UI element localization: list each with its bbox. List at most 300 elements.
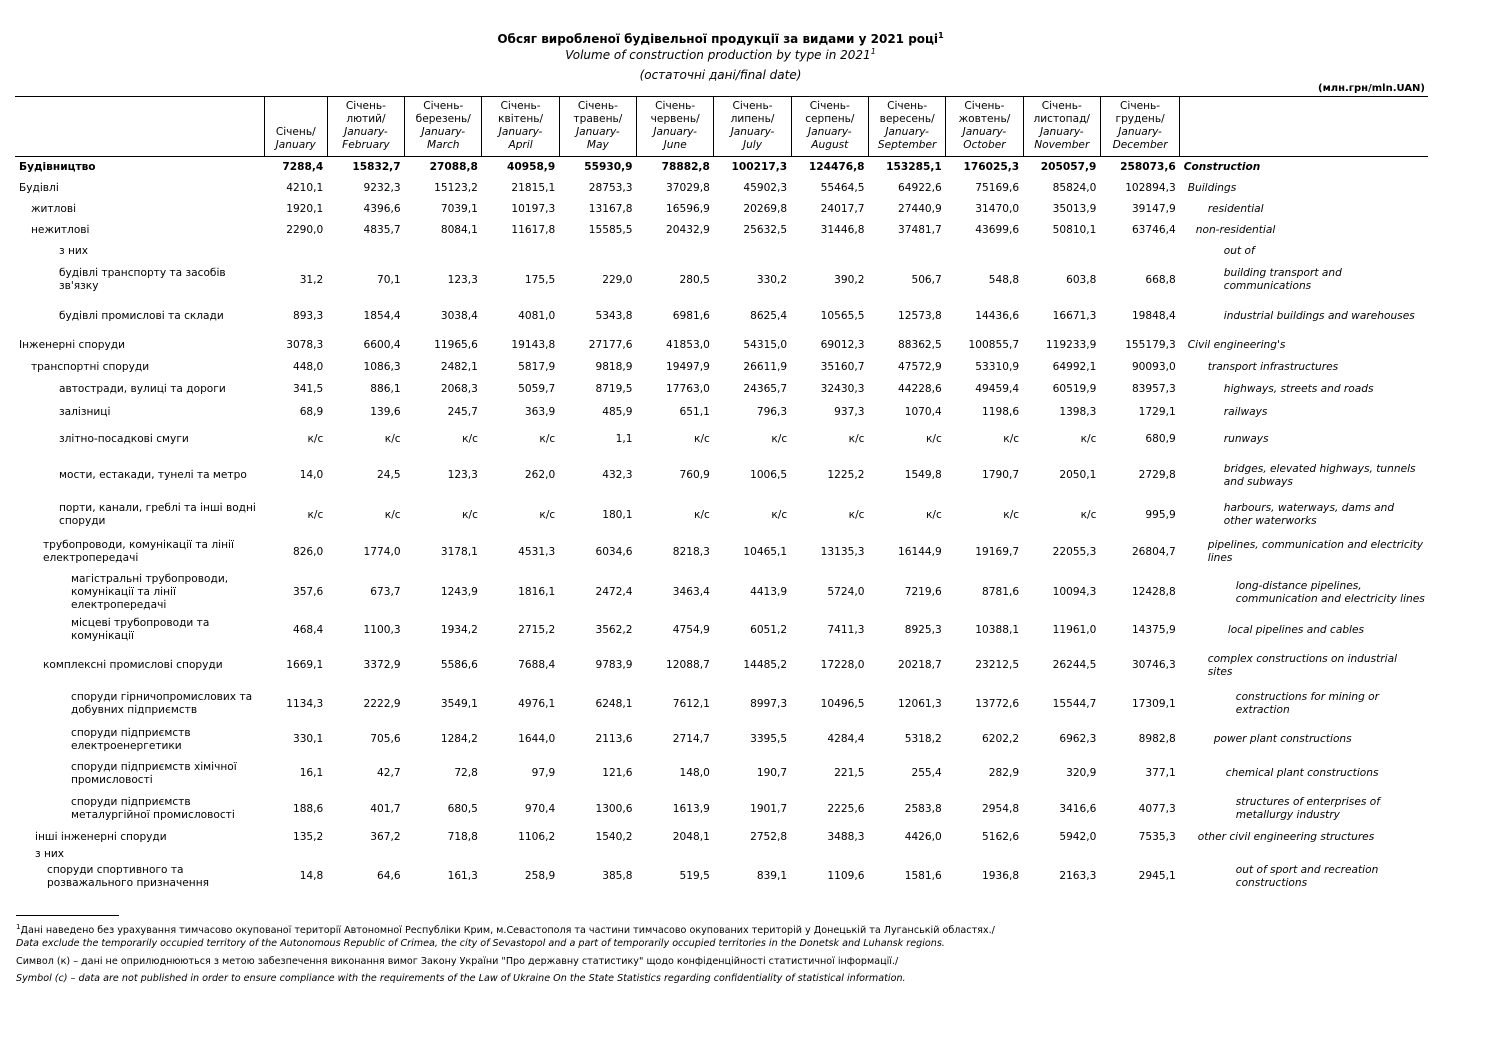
column-header-ua: Січень-квітень/ (498, 100, 544, 125)
value-cell: 27088,8 (429, 160, 478, 173)
value-cell: 1300,6 (595, 802, 633, 815)
value-cell: 1934,2 (440, 623, 478, 636)
value-cell: 6202,2 (982, 733, 1020, 745)
table-row (15, 178, 1428, 199)
row-label-en: complex constructions on industrial sites (1207, 652, 1398, 678)
value-cell: 6051,2 (750, 623, 788, 636)
value-cell: 1669,1 (286, 659, 324, 671)
value-cell: к/с (771, 508, 788, 521)
column-header-en-prefix: January- (1118, 126, 1162, 138)
value-cell: 2714,7 (672, 733, 710, 745)
column-header-12 (1100, 97, 1179, 157)
table-row (15, 571, 1428, 615)
value-cell: 78882,8 (661, 160, 710, 173)
value-cell: 468,4 (292, 623, 324, 636)
value-cell: 796,3 (756, 406, 788, 418)
row-label-ua: з них (35, 848, 65, 860)
value-cell: 9232,3 (363, 181, 401, 194)
value-cell: 55464,5 (820, 181, 865, 194)
value-cell: 26244,5 (1052, 659, 1097, 671)
value-cell: 10197,3 (511, 202, 556, 215)
table-row (15, 615, 1428, 646)
value-cell: 377,1 (1145, 767, 1176, 779)
value-cell: 262,0 (524, 469, 556, 481)
value-cell: 1284,2 (440, 733, 478, 745)
row-label-en: harbours, waterways, dams and other waterworks (1223, 502, 1395, 527)
value-cell: 41853,0 (666, 339, 710, 351)
value-cell: 3078,3 (286, 339, 324, 351)
value-cell: 2482,1 (440, 361, 478, 373)
row-label-en: Civil engineering's (1187, 339, 1286, 351)
value-cell: 3416,6 (1059, 802, 1097, 815)
row-label-en: bridges, elevated highways, tunnels and subways (1223, 462, 1416, 488)
value-cell: 506,7 (911, 273, 942, 286)
value-cell: 85824,0 (1052, 181, 1097, 194)
column-header-ua: Січень-вересень/ (879, 100, 935, 125)
value-cell: 4413,9 (750, 586, 788, 598)
column-header-en-prefix: January- (885, 126, 929, 138)
value-cell: 8781,6 (982, 586, 1020, 598)
value-cell: 2945,1 (1138, 870, 1176, 882)
value-cell: 8925,3 (904, 623, 942, 636)
value-cell: 26611,9 (743, 361, 788, 373)
value-cell: 680,9 (1145, 433, 1176, 445)
value-cell: 680,5 (447, 802, 478, 815)
value-cell: 7039,1 (440, 202, 478, 215)
value-cell: 12573,8 (897, 310, 942, 322)
value-cell: 5817,9 (518, 361, 556, 373)
value-cell: 3463,4 (672, 586, 710, 598)
value-cell: 363,9 (524, 406, 556, 418)
value-cell: 2048,1 (672, 831, 710, 843)
row-label-ua: Будівлі (19, 181, 59, 194)
value-cell: 39147,9 (1131, 202, 1176, 215)
value-cell: 519,5 (679, 870, 710, 882)
row-label-en: Construction (1183, 160, 1261, 173)
value-cell (714, 848, 791, 862)
value-cell: 1006,5 (750, 469, 788, 481)
value-cell: 123,3 (447, 273, 478, 286)
value-cell: 5318,2 (904, 733, 942, 745)
column-header-11 (1023, 97, 1100, 157)
table-row (15, 199, 1428, 220)
footnote-1-mark: 1 (16, 923, 21, 931)
value-cell (946, 848, 1023, 862)
value-cell: 4077,3 (1138, 802, 1176, 815)
row-label-ua: трубопроводи, комунікації та лінії електропередачі (43, 539, 234, 564)
value-cell: 221,5 (834, 767, 865, 779)
value-cell: 90093,0 (1131, 361, 1176, 373)
value-cell: 153285,1 (886, 160, 942, 173)
value-cell: 1134,3 (286, 697, 324, 710)
value-cell: 5586,6 (440, 659, 478, 671)
value-cell: 2752,8 (750, 831, 788, 843)
row-label-en: pipelines, communication and electricity lines (1207, 539, 1424, 564)
value-cell: 43699,6 (975, 223, 1020, 236)
value-cell: 16144,9 (897, 545, 942, 558)
value-cell: 205057,9 (1040, 160, 1097, 173)
value-cell: 280,5 (679, 273, 710, 286)
value-cell: 72,8 (454, 767, 478, 779)
value-cell: 69012,3 (820, 339, 865, 351)
value-cell: 1398,3 (1059, 406, 1097, 418)
value-cell: 320,9 (1066, 767, 1097, 779)
value-cell: 2225,6 (827, 802, 865, 815)
value-cell: 4976,1 (518, 697, 556, 710)
value-cell: 8218,3 (672, 545, 710, 558)
value-cell: 8084,1 (440, 223, 478, 236)
value-cell: 22055,3 (1052, 545, 1097, 558)
value-cell: 448,0 (292, 361, 324, 373)
value-cell: 17228,0 (820, 659, 865, 671)
value-cell: 75169,6 (975, 181, 1020, 194)
value-cell: 229,0 (602, 273, 633, 286)
value-cell: 100855,7 (968, 339, 1020, 351)
column-header-2 (327, 97, 404, 157)
value-cell: 651,1 (679, 406, 710, 418)
value-cell: к/с (1003, 433, 1020, 445)
row-label-ua: споруди гірничопромислових та добувних підприємств (71, 691, 253, 716)
value-cell: 55930,9 (584, 160, 633, 173)
value-cell: 20269,8 (743, 202, 788, 215)
column-header-ua: Січень-лютий/ (345, 100, 386, 125)
row-label-en: structures of enterprises of metallurgy industry (1235, 796, 1380, 821)
value-cell: 10565,5 (820, 310, 865, 322)
value-cell: 10496,5 (820, 697, 865, 710)
table-row (15, 401, 1428, 425)
row-label-en: out of (1223, 244, 1255, 257)
value-cell (327, 848, 404, 862)
subtitle-footnote-mark: 1 (870, 47, 876, 56)
column-header-en: May (586, 139, 609, 151)
value-cell: 37029,8 (666, 181, 710, 194)
value-cell (1023, 241, 1100, 262)
row-label-ua: споруди підприємств металургійної промисловості (71, 796, 235, 821)
value-cell: 5724,0 (827, 586, 865, 598)
value-cell: 60519,9 (1052, 383, 1097, 395)
table-row (15, 723, 1428, 757)
table-row (15, 848, 1428, 862)
value-cell: 1549,8 (904, 469, 942, 481)
value-cell: к/с (925, 433, 942, 445)
value-cell: 2163,3 (1059, 870, 1097, 882)
value-cell: 1644,0 (518, 733, 556, 745)
column-header-6 (637, 97, 714, 157)
value-cell: 11965,6 (434, 339, 478, 351)
value-cell: 123,3 (447, 469, 478, 481)
header-empty-right (1180, 97, 1428, 157)
value-cell: 367,2 (370, 831, 401, 843)
value-cell: 4754,9 (672, 623, 710, 636)
value-cell: 14,8 (299, 870, 324, 882)
value-cell: 357,6 (292, 586, 324, 598)
value-cell: 1790,7 (982, 469, 1020, 481)
column-header-en-prefix: January- (808, 126, 852, 138)
value-cell: 26804,7 (1131, 545, 1176, 558)
row-label-en: runways (1223, 433, 1269, 445)
row-label-en: building transport and communications (1223, 267, 1342, 292)
value-cell: 8997,3 (750, 697, 788, 710)
value-cell: 176025,3 (963, 160, 1020, 173)
row-label-ua: транспортні споруди (31, 361, 150, 373)
row-label-ua: мости, естакади, тунелі та метро (59, 469, 247, 481)
table-row (15, 299, 1428, 335)
row-label-en (1180, 848, 1428, 862)
column-header-en: February (342, 139, 390, 151)
value-cell: 13167,8 (588, 202, 633, 215)
value-cell: 2583,8 (904, 802, 942, 815)
column-header-en-prefix: January- (421, 126, 466, 138)
column-header-en: November (1034, 139, 1090, 151)
table-row (15, 241, 1428, 262)
value-cell (946, 241, 1023, 262)
value-cell: 17309,1 (1131, 697, 1176, 710)
value-cell: 53310,9 (975, 361, 1020, 373)
value-cell: 13772,6 (975, 697, 1020, 710)
column-header-en-prefix: January- (498, 126, 543, 138)
value-cell: 245,7 (447, 406, 478, 418)
column-header-en: September (877, 139, 937, 151)
column-header-ua: Січень-грудень/ (1115, 100, 1165, 125)
value-cell: 31,2 (299, 273, 324, 286)
value-cell: 760,9 (679, 469, 710, 481)
column-header-ua: Січень-червень/ (650, 100, 700, 125)
value-cell: 1106,2 (518, 831, 556, 843)
value-cell: 24017,7 (820, 202, 865, 215)
value-cell: 83957,3 (1131, 383, 1176, 395)
value-cell (1023, 848, 1100, 862)
column-header-en: April (508, 139, 533, 151)
column-header-ua: Січень-серпень/ (805, 100, 855, 125)
value-cell: 17763,0 (666, 383, 710, 395)
value-cell: к/с (384, 433, 401, 445)
value-cell: 68,9 (299, 406, 324, 418)
value-cell: 9818,9 (595, 361, 633, 373)
column-header-ua: Січень-березень/ (415, 100, 471, 125)
value-cell: 16671,3 (1052, 310, 1097, 322)
value-cell (327, 241, 404, 262)
value-cell: 258073,6 (1120, 160, 1176, 173)
value-cell: 6034,6 (595, 545, 633, 558)
column-header-5 (559, 97, 636, 157)
row-label-ua: Будівництво (19, 160, 96, 173)
value-cell: 826,0 (292, 545, 324, 558)
value-cell: 27440,9 (897, 202, 942, 215)
value-cell: 2729,8 (1138, 469, 1176, 481)
value-cell: 63746,4 (1131, 223, 1176, 236)
value-cell: 3038,4 (440, 310, 478, 322)
value-cell: 31446,8 (820, 223, 865, 236)
footnote-1-ua (16, 921, 995, 937)
value-cell: 124476,8 (808, 160, 865, 173)
value-cell: 1816,1 (518, 586, 556, 598)
value-cell: 14,0 (299, 469, 324, 481)
value-cell: 1581,6 (904, 870, 942, 882)
value-cell: 8982,8 (1138, 733, 1176, 745)
value-cell: 390,2 (834, 273, 865, 286)
column-header-en: March (426, 139, 460, 151)
value-cell: 16596,9 (666, 202, 710, 215)
value-cell: к/с (848, 508, 865, 521)
row-label-ua: магістральні трубопроводи, комунікації та лінії електропередачі (71, 573, 229, 611)
column-header-7 (714, 97, 791, 157)
value-cell: 2113,6 (595, 733, 633, 745)
table-row (15, 646, 1428, 686)
value-cell: 6981,6 (672, 310, 710, 322)
column-header-en: June (663, 139, 687, 151)
title-ua: Обсяг виробленої будівельної продукції за видами у 2021 році (497, 32, 939, 46)
value-cell: 2050,1 (1059, 469, 1097, 481)
value-cell: 1854,4 (363, 310, 401, 322)
column-header-en-prefix: January- (730, 126, 775, 138)
value-cell: к/с (1080, 508, 1097, 521)
value-cell: 135,2 (292, 831, 324, 843)
value-cell: к/с (462, 433, 478, 445)
value-cell: 2472,4 (595, 586, 633, 598)
value-cell (714, 241, 791, 262)
value-cell: 3549,1 (440, 697, 478, 710)
value-cell: 330,1 (292, 733, 324, 745)
value-cell: 19169,7 (975, 545, 1020, 558)
value-cell: 7612,1 (672, 697, 710, 710)
row-label-en: power plant constructions (1213, 733, 1352, 745)
value-cell: 12061,3 (897, 697, 942, 710)
value-cell (1100, 241, 1179, 262)
value-cell: 9783,9 (595, 659, 633, 671)
value-cell: к/с (462, 508, 478, 521)
value-cell: 148,0 (679, 767, 710, 779)
value-cell: к/с (307, 508, 324, 521)
value-cell: 54315,0 (743, 339, 788, 351)
column-header-en-prefix: January- (1039, 126, 1084, 138)
row-label-ua: місцеві трубопроводи та комунікації (71, 617, 210, 642)
row-label-en: other civil engineering structures (1197, 831, 1375, 843)
value-cell: 49459,4 (975, 383, 1020, 395)
column-header-1 (264, 97, 327, 157)
value-cell: 12088,7 (666, 659, 710, 671)
value-cell: 47572,9 (897, 361, 942, 373)
value-cell: 24365,7 (743, 383, 788, 395)
row-label-en: long-distance pipelines, communication and electricity lines (1235, 579, 1425, 605)
value-cell: 1,1 (615, 433, 633, 445)
value-cell (868, 848, 945, 862)
value-cell: 1901,7 (750, 802, 788, 815)
value-cell: 2715,2 (518, 623, 556, 636)
value-cell: 10388,1 (975, 623, 1020, 636)
value-cell: 1936,8 (982, 870, 1020, 882)
column-header-en: December (1112, 139, 1168, 151)
column-header-en: January (275, 139, 316, 151)
table-row (15, 497, 1428, 534)
value-cell: 15832,7 (352, 160, 401, 173)
value-cell (482, 241, 559, 262)
table-body (15, 157, 1428, 892)
value-cell: 180,1 (602, 508, 633, 521)
value-cell: 1243,9 (440, 586, 478, 598)
value-cell: 23212,5 (975, 659, 1020, 671)
value-cell: 64,6 (377, 870, 401, 882)
table-row (15, 157, 1428, 178)
value-cell: 2222,9 (363, 697, 401, 710)
row-label-ua: будівлі промислові та склади (59, 310, 224, 322)
value-cell (791, 241, 868, 262)
value-cell: 937,3 (834, 406, 865, 418)
value-cell: 70,1 (377, 273, 401, 286)
table-row (15, 455, 1428, 497)
table-row (15, 791, 1428, 828)
table-row (15, 262, 1428, 299)
row-label-en: highways, streets and roads (1223, 383, 1374, 395)
table-row (15, 379, 1428, 401)
column-header-ua: Січень-листопад/ (1033, 100, 1090, 125)
value-cell: 25632,5 (743, 223, 788, 236)
row-label-en: transport infrastructures (1207, 361, 1339, 373)
value-cell (637, 241, 714, 262)
value-cell: 16,1 (299, 767, 324, 779)
value-cell: 485,9 (602, 406, 633, 418)
value-cell: 5343,8 (595, 310, 633, 322)
value-cell: 4284,4 (827, 733, 865, 745)
value-cell: к/с (384, 508, 401, 521)
value-cell: к/с (539, 508, 556, 521)
value-cell: к/с (307, 433, 324, 445)
value-cell: к/с (771, 433, 788, 445)
row-label-ua: комплексні промислові споруди (43, 659, 223, 671)
value-cell: 175,5 (524, 273, 556, 286)
value-cell (264, 848, 327, 862)
footnote-2-en: Symbol (c) – data are not published in order to ensure compliance with the requirements of the Law of Ukraine On the State Statistics regarding confidentiality of statistical information. (16, 973, 906, 984)
value-cell: 21815,1 (511, 181, 556, 194)
table-row (15, 828, 1428, 848)
value-cell: 893,3 (292, 310, 324, 322)
value-cell: 1086,3 (363, 361, 401, 373)
value-cell: к/с (925, 508, 942, 521)
value-cell: 45902,3 (743, 181, 788, 194)
value-cell: 673,7 (370, 586, 401, 598)
column-header-ua: Січень-липень/ (730, 100, 775, 125)
value-cell: 19497,9 (666, 361, 710, 373)
value-cell: 1225,2 (827, 469, 865, 481)
value-cell: 7535,3 (1138, 831, 1176, 843)
value-cell: 11961,0 (1052, 623, 1097, 636)
row-label-en: residential (1207, 202, 1264, 215)
value-cell: 1109,6 (827, 870, 865, 882)
row-label-en: industrial buildings and warehouses (1223, 310, 1415, 322)
column-header-en: August (811, 139, 849, 151)
value-cell: к/с (539, 433, 556, 445)
value-cell: 35013,9 (1052, 202, 1097, 215)
value-cell (559, 848, 636, 862)
value-cell: 44228,6 (897, 383, 942, 395)
row-label-en: Buildings (1187, 181, 1237, 194)
row-label-ua: порти, канали, греблі та інші водні споруди (59, 502, 256, 527)
value-cell: 7288,4 (282, 160, 324, 173)
row-label-ua: споруди спортивного та розважального призначення (47, 863, 210, 889)
value-cell: 155179,3 (1125, 339, 1176, 351)
value-cell: 432,3 (602, 469, 633, 481)
value-cell: 20432,9 (666, 223, 710, 236)
column-header-en-prefix: January- (653, 126, 697, 138)
value-cell: 32430,3 (820, 383, 865, 395)
value-cell: 8625,4 (750, 310, 788, 322)
value-cell (791, 848, 868, 862)
column-header-8 (791, 97, 868, 157)
table-row (15, 862, 1428, 892)
value-cell: 64992,1 (1052, 361, 1097, 373)
value-cell: 27177,6 (588, 339, 633, 351)
value-cell: 102894,3 (1125, 181, 1176, 194)
column-header-en-prefix: January- (576, 126, 620, 138)
